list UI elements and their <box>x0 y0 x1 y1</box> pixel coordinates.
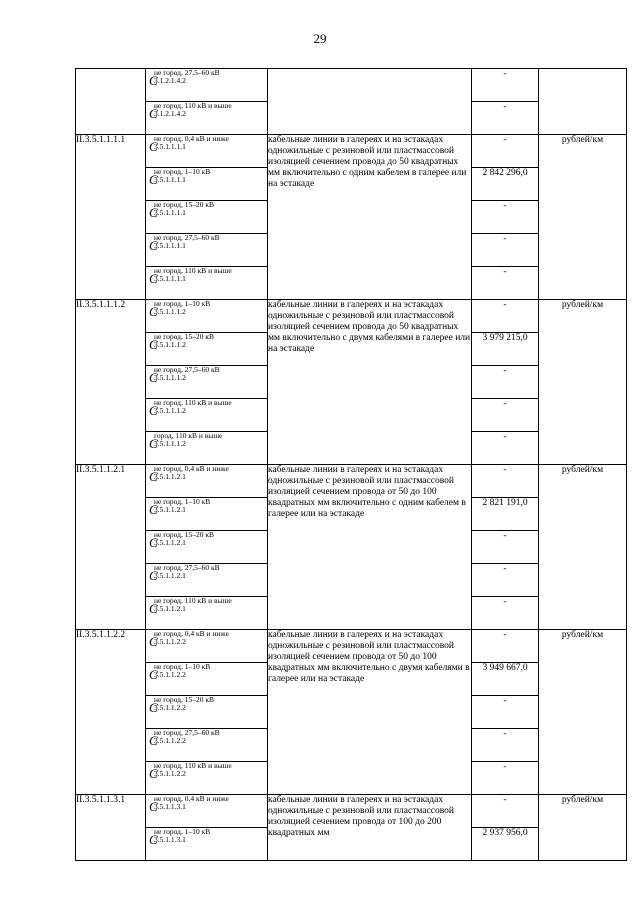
rate-symbol-cell <box>146 531 268 564</box>
rate-symbol-subscript: 3.5.1.1.1.2 <box>154 341 186 349</box>
rate-symbol-cell <box>146 828 268 861</box>
rate-symbol-cell <box>146 795 268 828</box>
rate-symbol-subscript: 3.5.1.1.1.2 <box>154 440 186 448</box>
rate-symbol: C <box>149 370 158 385</box>
rate-symbol: C <box>149 139 158 154</box>
table-row <box>76 69 627 102</box>
rate-symbol-superscript: не город, 0,4 кВ и ниже <box>154 630 229 638</box>
rate-symbol-superscript: не город, 27,5–60 кВ <box>154 69 220 77</box>
rate-symbol-subscript: 3.5.1.1.2.2 <box>154 704 186 712</box>
rate-symbol-cell <box>146 135 268 168</box>
value-cell: - <box>472 267 539 300</box>
rate-symbol-subscript: 3.5.1.1.1.2 <box>154 407 186 415</box>
rate-symbol: C <box>149 337 158 352</box>
rate-symbol: C <box>149 73 158 88</box>
rate-symbol-superscript: не город, 27,5–60 кВ <box>154 366 220 374</box>
description-cell: кабельные линии в галереях и на эстакадах одножильные с резиновой или пластмассовой изоляцией сечением провода до 50 квадратных мм включительно с двумя кабелями в галерее или на эстакаде <box>268 300 472 465</box>
rate-symbol-cell <box>146 597 268 630</box>
code-cell: II.3.5.1.1.2.1 <box>76 465 146 630</box>
rate-symbol-cell <box>146 168 268 201</box>
unit-cell: рублей/км <box>539 795 627 861</box>
value-cell: - <box>472 729 539 762</box>
rate-symbol-cell <box>146 762 268 795</box>
rate-symbol: C <box>149 568 158 583</box>
rate-symbol-superscript: не город, 15–20 кВ <box>154 696 214 704</box>
value-cell: 3 949 667,0 <box>472 663 539 696</box>
unit-cell: рублей/км <box>539 630 627 795</box>
rate-symbol-superscript: не город, 27,5–60 кВ <box>154 564 220 572</box>
rate-symbol-subscript: 3.5.1.1.1.1 <box>154 209 186 217</box>
value-cell: - <box>472 399 539 432</box>
unit-cell: рублей/км <box>539 300 627 465</box>
rate-symbol: C <box>149 271 158 286</box>
rate-symbol-cell <box>146 399 268 432</box>
rate-symbol-subscript: 3.5.1.1.1.2 <box>154 374 186 382</box>
value-cell: - <box>472 465 539 498</box>
rate-symbol-superscript: не город, 0,4 кВ и ниже <box>154 135 229 143</box>
rate-symbol-cell <box>146 696 268 729</box>
description-cell: кабельные линии в галереях и на эстакадах одножильные с резиновой или пластмассовой изоляцией сечением провода от 50 до 100 квадратных мм включительно с двумя кабелями в галерее или на эстакаде <box>268 630 472 795</box>
rate-symbol: C <box>149 799 158 814</box>
code-cell: II.3.5.1.1.1.2 <box>76 300 146 465</box>
value-cell: - <box>472 795 539 828</box>
rate-symbol-subscript: 3.5.1.1.2.1 <box>154 605 186 613</box>
rate-symbol: C <box>149 304 158 319</box>
rate-symbol-superscript: не город, 110 кВ и выше <box>154 267 232 275</box>
value-cell: 3 979 215,0 <box>472 333 539 366</box>
rate-symbol-superscript: не город, 27,5–60 кВ <box>154 234 220 242</box>
rate-symbol-superscript: не город, 110 кВ и выше <box>154 597 232 605</box>
rate-symbol-cell <box>146 102 268 135</box>
rate-symbol-cell <box>146 729 268 762</box>
value-cell: - <box>472 234 539 267</box>
rate-symbol: C <box>149 700 158 715</box>
table-row <box>76 630 627 663</box>
rate-symbol-superscript: не город, 15–20 кВ <box>154 333 214 341</box>
value-cell: - <box>472 201 539 234</box>
rate-symbol-subscript: 3.5.1.1.2.1 <box>154 473 186 481</box>
table-row <box>76 465 627 498</box>
rate-symbol-cell <box>146 333 268 366</box>
page-number: 29 <box>313 31 327 46</box>
rate-symbol-superscript: не город, 15–20 кВ <box>154 201 214 209</box>
value-cell: - <box>472 366 539 399</box>
rate-symbol: C <box>149 172 158 187</box>
rate-symbol: C <box>149 205 158 220</box>
value-cell: - <box>472 432 539 465</box>
rate-symbol: C <box>149 634 158 649</box>
code-cell: II.3.5.1.1.1.1 <box>76 135 146 300</box>
rate-symbol: C <box>149 436 158 451</box>
rate-symbol-subscript: 3.1.2.1.4.2 <box>154 77 186 85</box>
rate-symbol: C <box>149 766 158 781</box>
description-cell <box>268 69 472 135</box>
rate-symbol-cell <box>146 630 268 663</box>
code-cell: II.3.5.1.1.3.1 <box>76 795 146 861</box>
rate-symbol-subscript: 3.5.1.1.1.1 <box>154 275 186 283</box>
rate-symbol-superscript: не город, 15–20 кВ <box>154 531 214 539</box>
rate-symbol-superscript: не город, 0,4 кВ и ниже <box>154 795 229 803</box>
rate-symbol-cell <box>146 267 268 300</box>
rate-symbol-superscript: не город, 1–10 кВ <box>154 300 211 308</box>
rate-symbol-cell <box>146 69 268 102</box>
rate-symbol-cell <box>146 564 268 597</box>
value-cell: - <box>472 630 539 663</box>
rate-symbol-subscript: 3.5.1.1.1.2 <box>154 308 186 316</box>
rate-symbol-subscript: 3.5.1.1.2.2 <box>154 737 186 745</box>
rate-symbol-subscript: 3.5.1.1.3.1 <box>154 836 186 844</box>
rate-symbol-superscript: не город, 110 кВ и выше <box>154 762 232 770</box>
rate-symbol-cell <box>146 300 268 333</box>
rate-symbol: C <box>149 601 158 616</box>
rate-symbol-subscript: 3.5.1.1.1.1 <box>154 242 186 250</box>
value-cell: 2 821 191,0 <box>472 498 539 531</box>
rate-symbol-cell <box>146 663 268 696</box>
value-cell: - <box>472 135 539 168</box>
rate-symbol-subscript: 3.5.1.1.2.1 <box>154 572 186 580</box>
rate-symbol-superscript: не город, 1–10 кВ <box>154 663 211 671</box>
unit-cell: рублей/км <box>539 465 627 630</box>
rate-symbol-subscript: 3.5.1.1.1.1 <box>154 143 186 151</box>
unit-cell <box>539 69 627 135</box>
code-cell <box>76 69 146 135</box>
rate-symbol-subscript: 3.5.1.1.2.2 <box>154 638 186 646</box>
description-cell: кабельные линии в галереях и на эстакадах одножильные с резиновой или пластмассовой изоляцией сечением провода до 50 квадратных мм включительно с одним кабелем в галерее или на эстакаде <box>268 135 472 300</box>
value-cell: - <box>472 102 539 135</box>
rate-symbol-superscript: не город, 27,5–60 кВ <box>154 729 220 737</box>
value-cell: 2 842 296,0 <box>472 168 539 201</box>
description-cell: кабельные линии в галереях и на эстакадах одножильные с резиновой или пластмассовой изоляцией сечением провода от 50 до 100 квадратных мм включительно с одним кабелем в галерее или на эстакаде <box>268 465 472 630</box>
rate-symbol-superscript: не город, 1–10 кВ <box>154 498 211 506</box>
rate-symbol-subscript: 3.5.1.1.2.2 <box>154 770 186 778</box>
rate-symbol-superscript: не город, 1–10 кВ <box>154 168 211 176</box>
rate-symbol-subscript: 3.5.1.1.2.1 <box>154 539 186 547</box>
value-cell: - <box>472 300 539 333</box>
rate-symbol: C <box>149 469 158 484</box>
rate-symbol-cell <box>146 234 268 267</box>
rate-symbol: C <box>149 502 158 517</box>
description-cell: кабельные линии в галереях и на эстакадах одножильные с резиновой или пластмассовой изоляцией сечением провода от 100 до 200 квадратных мм <box>268 795 472 861</box>
rate-symbol-cell <box>146 201 268 234</box>
value-cell: 2 937 956,0 <box>472 828 539 861</box>
unit-cell: рублей/км <box>539 135 627 300</box>
tariff-table <box>75 68 627 861</box>
rate-symbol-superscript: не город, 1–10 кВ <box>154 828 211 836</box>
table-row <box>76 135 627 168</box>
rate-symbol-subscript: 3.5.1.1.2.2 <box>154 671 186 679</box>
value-cell: - <box>472 597 539 630</box>
rate-symbol-cell <box>146 498 268 531</box>
value-cell: - <box>472 531 539 564</box>
rate-symbol-superscript: не город, 110 кВ и выше <box>154 399 232 407</box>
rate-symbol: C <box>149 403 158 418</box>
rate-symbol: C <box>149 535 158 550</box>
rate-symbol-subscript: 3.5.1.1.1.1 <box>154 176 186 184</box>
rate-symbol-subscript: 3.5.1.1.2.1 <box>154 506 186 514</box>
value-cell: - <box>472 762 539 795</box>
rate-symbol: C <box>149 832 158 847</box>
rate-symbol: C <box>149 238 158 253</box>
rate-symbol: C <box>149 733 158 748</box>
rate-symbol-subscript: 3.1.2.1.4.2 <box>154 110 186 118</box>
rate-symbol-superscript: город, 110 кВ и выше <box>154 432 223 440</box>
rate-symbol-cell <box>146 465 268 498</box>
value-cell: - <box>472 69 539 102</box>
code-cell: II.3.5.1.1.2.2 <box>76 630 146 795</box>
table-row <box>76 795 627 828</box>
rate-symbol-cell <box>146 366 268 399</box>
rate-symbol-superscript: не город, 0,4 кВ и ниже <box>154 465 229 473</box>
rate-symbol-superscript: не город, 110 кВ и выше <box>154 102 232 110</box>
rate-symbol-cell <box>146 432 268 465</box>
value-cell: - <box>472 696 539 729</box>
rate-symbol: C <box>149 106 158 121</box>
rate-symbol: C <box>149 667 158 682</box>
value-cell: - <box>472 564 539 597</box>
table-row <box>76 300 627 333</box>
rate-symbol-subscript: 3.5.1.1.3.1 <box>154 803 186 811</box>
